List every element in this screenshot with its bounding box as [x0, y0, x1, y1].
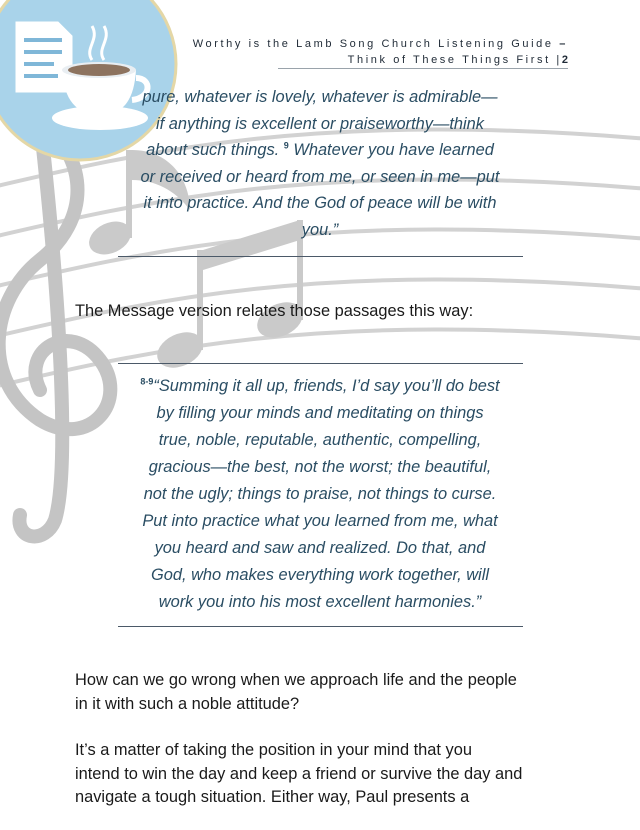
- paragraph-line: It’s a matter of taking the position in your mind that you: [75, 741, 472, 759]
- quote-divider: [118, 256, 523, 257]
- quote-line: pure, whatever is lovely, whatever is admirable—: [142, 88, 498, 106]
- quote-line: you heard and saw and realized. Do that, and: [154, 539, 486, 557]
- header-subtitle-line: [193, 52, 568, 68]
- page-number: 2: [561, 54, 568, 66]
- paragraph-line: navigate a tough situation. Either way, Paul presents a: [75, 788, 470, 806]
- header-title-line: [193, 36, 568, 52]
- quote-line: by filling your minds and meditating on things: [156, 404, 484, 422]
- guide-title: Worthy is the Lamb Song Church Listening Guide: [192, 38, 554, 50]
- quote-divider: [118, 626, 523, 627]
- quote-line: if anything is excellent or praiseworthy—think: [156, 114, 484, 133]
- quote-line: it into practice. And the God of peace will be with: [143, 194, 497, 213]
- body-paragraph: [75, 669, 575, 716]
- header-separator: |: [556, 54, 562, 66]
- quote-line: Put into practice what you learned from me, what: [142, 512, 498, 530]
- header-dash: –: [559, 38, 568, 50]
- header-rule: [278, 68, 568, 69]
- quote-line: God, who makes everything work together, will: [151, 566, 489, 584]
- scripture-quote-niv: [118, 84, 522, 244]
- quote-text: “Summing it all up, friends, I’d say you’ll do best: [153, 377, 500, 395]
- verse-number: 8-9: [140, 376, 154, 387]
- quote-line: work you into his most excellent harmonies.”: [158, 593, 482, 611]
- body-paragraph: [75, 739, 575, 810]
- quote-line: gracious—the best, not the worst; the beautiful,: [148, 458, 492, 476]
- quote-divider: [118, 363, 523, 364]
- quote-line: true, noble, reputable, authentic, compelling,: [158, 431, 482, 449]
- quote-line: not the ugly; things to praise, not things to curse.: [143, 485, 497, 503]
- paragraph-line: intend to win the day and keep a friend or survive the day and: [75, 764, 523, 783]
- verse-number: 9: [283, 140, 289, 151]
- guide-subtitle: Think of These Things First: [347, 54, 551, 66]
- scripture-quote-message: [118, 373, 522, 616]
- quote-text: about such things.: [146, 141, 280, 160]
- intro-paragraph: The Message version relates those passages this way:: [75, 302, 474, 320]
- page-header: [193, 36, 568, 68]
- paragraph-line: in it with such a noble attitude?: [75, 694, 300, 713]
- quote-line: you.”: [301, 220, 339, 239]
- quote-line: or received or heard from me, or seen in me—put: [140, 167, 500, 186]
- quote-text: Whatever you have learned: [293, 141, 494, 160]
- paragraph-line: How can we go wrong when we approach life and the people: [75, 671, 517, 689]
- quote-line: [118, 137, 522, 164]
- quote-line: [118, 373, 522, 400]
